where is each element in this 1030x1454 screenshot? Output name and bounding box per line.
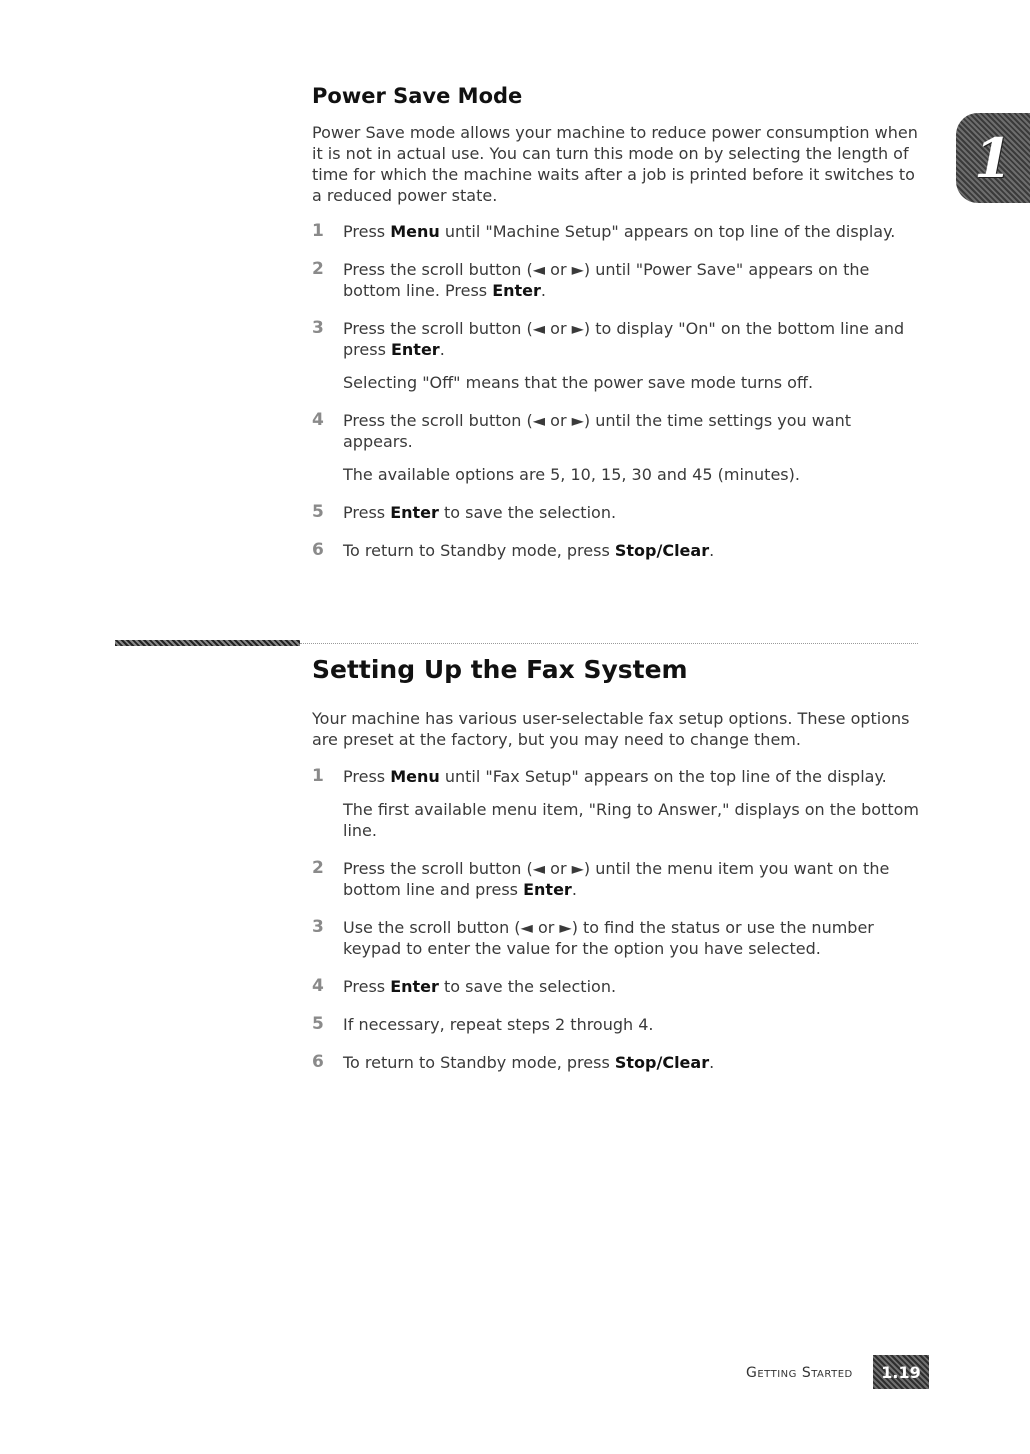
step-key-name: Enter	[390, 503, 439, 522]
fax-intro: Your machine has various user-selectable fax setup options. These options are preset at the factory, but you may need to change them.	[312, 709, 910, 749]
step-text: Press the scroll button (◄ or ►) to display "On" on the bottom line and press	[343, 319, 905, 359]
step-text-end: .	[540, 281, 547, 300]
step-number: 2	[312, 858, 324, 878]
step-key-name: Stop/Clear	[614, 541, 710, 560]
section-heading-fax-system: Setting Up the Fax System	[312, 655, 688, 684]
step-note: The available options are 5, 10, 15, 30 and 45 (minutes).	[343, 465, 800, 484]
step-note: Selecting "Off" means that the power save mode turns off.	[343, 373, 814, 392]
step-text: Press	[343, 977, 391, 996]
step-item	[312, 259, 922, 301]
section-divider-line	[300, 643, 918, 644]
step-item	[312, 1014, 922, 1035]
page-number: 1.19	[873, 1355, 929, 1389]
step-number: 5	[312, 502, 324, 522]
step-number: 4	[312, 976, 324, 996]
step-text: Press	[343, 222, 391, 241]
step-text: If necessary, repeat steps 2 through 4.	[343, 1015, 654, 1034]
power-save-intro: Power Save mode allows your machine to reduce power consumption when it is not in actual use. You can turn this mode on by selecting the length of time for which the machine waits after a job is printed before it switches to a reduced power state.	[312, 123, 918, 205]
step-key-name: Enter	[523, 880, 572, 899]
step-text: Press	[343, 503, 391, 522]
step-text: Use the scroll button (◄ or ►) to find the status or use the number keypad to enter the value for the option you have selected.	[343, 918, 874, 958]
section-divider-bar	[115, 640, 300, 646]
step-item	[312, 976, 922, 997]
step-text: To return to Standby mode, press	[343, 1053, 615, 1072]
step-item	[312, 410, 922, 452]
step-text-end: to save the selection.	[438, 503, 617, 522]
step-item	[312, 502, 922, 523]
step-number: 2	[312, 259, 324, 279]
step-text-end: until "Fax Setup" appears on the top line of the display.	[439, 767, 887, 786]
step-key-name: Enter	[492, 281, 541, 300]
step-text-end: .	[709, 1053, 715, 1072]
step-text: Press the scroll button (◄ or ►) until the time settings you want appears.	[343, 411, 852, 451]
fax-steps	[312, 766, 922, 1090]
step-key-name: Menu	[390, 767, 440, 786]
step-key-name: Menu	[390, 222, 440, 241]
step-item	[312, 858, 922, 900]
step-number: 5	[312, 1014, 324, 1034]
step-number: 6	[312, 1052, 324, 1072]
step-item	[312, 221, 922, 242]
chapter-tab	[956, 113, 1030, 203]
step-key-name: Enter	[390, 977, 439, 996]
step-text-end: until "Machine Setup" appears on top line of the display.	[439, 222, 896, 241]
step-item	[312, 540, 922, 561]
step-item	[312, 318, 922, 360]
step-number: 3	[312, 917, 324, 937]
step-text: Press	[343, 767, 391, 786]
step-text: To return to Standby mode, press	[343, 541, 615, 560]
step-note: The first available menu item, "Ring to Answer," displays on the bottom line.	[343, 800, 919, 840]
step-text-end: .	[571, 880, 577, 899]
step-number: 3	[312, 318, 324, 338]
step-text-end: to save the selection.	[438, 977, 617, 996]
step-number: 4	[312, 410, 324, 430]
step-number: 1	[312, 766, 324, 786]
step-text-end: .	[709, 541, 715, 560]
footer-section-name: Getting Started	[746, 1365, 853, 1381]
step-key-name: Enter	[390, 340, 440, 359]
step-text-end: .	[439, 340, 445, 359]
step-text: Press the scroll button (◄ or ►) until "Power Save" appears on the bottom line. Press	[343, 260, 870, 300]
step-number: 6	[312, 540, 324, 560]
power-save-steps	[312, 221, 922, 578]
chapter-number: 1	[974, 126, 1012, 190]
step-number: 1	[312, 221, 324, 241]
step-text: Press the scroll button (◄ or ►) until the menu item you want on the bottom line and press	[343, 859, 890, 899]
step-item	[312, 917, 922, 959]
section-heading-power-save: Power Save Mode	[312, 84, 523, 108]
step-key-name: Stop/Clear	[614, 1053, 710, 1072]
step-item	[312, 1052, 922, 1073]
step-item	[312, 766, 922, 787]
